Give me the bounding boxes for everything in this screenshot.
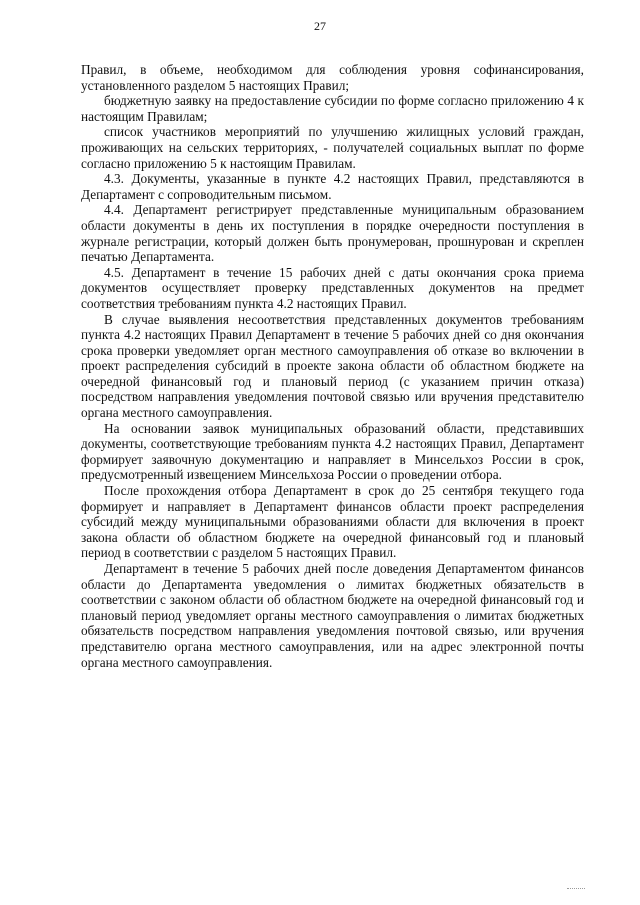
paragraph-5: 4.4. Департамент регистрирует представленные муниципальным образованием области документы в день их поступления в порядке очередности поступления в журнале регистрации, который должен быть пронумерован, прошнурован и скреплен печатью Департамента. [81,202,584,265]
paragraph-7: В случае выявления несоответствия представленных документов требованиям пункта 4.2 настоящих Правил Департамент в течение 5 рабочих дней со дня окончания срока проверки уведомляет орган местного самоуправления об отказе во включении в проект распределения субсидий в проекте закона области об областном бюджете на очередной финансовый год и плановый период (с указанием причин отказа) посредством направления уведомления почтовой связью или вручения представителю органа местного самоуправления. [81,311,584,421]
paragraph-10: Департамент в течение 5 рабочих дней после доведения Департаментом финансов области до Департамента уведомления о лимитах бюджетных обязательств в соответствии с законом области об областном бюджете на очередной финансовый год и плановый период уведомляет органы местного самоуправления о лимитах бюджетных обязательств посредством направления уведомления почтовой связью, или вручения представителю органа местного самоуправления, или на адрес электронной почты органа местного самоуправления. [81,561,584,670]
paragraph-8: На основании заявок муниципальных образований области, представивших документы, соответствующие требованиям пункта 4.2 настоящих Правил, Департамент формирует заявочную документацию и направляет в Минсельхоз России в срок, предусмотренный извещением Минсельхоза России о проведении отбора. [81,420,584,483]
scan-artifact [567,888,585,891]
paragraph-3: список участников мероприятий по улучшению жилищных условий граждан, проживающих на сельских территориях, - получателей социальных выплат по форме согласно приложению 5 к настоящим Правилам. [81,124,584,171]
paragraph-9: После прохождения отбора Департамент в срок до 25 сентября текущего года формирует и направляет в Департамент финансов области проект распределения субсидий между муниципальными образованиями области для включения в проект закона области об областном бюджете на очередной финансовый год и плановый период в соответствии с разделом 5 настоящих Правил. [81,483,584,561]
paragraph-4: 4.3. Документы, указанные в пункте 4.2 настоящих Правил, представляются в Департамент с сопроводительным письмом. [81,171,584,202]
page-number: 27 [314,19,326,33]
paragraph-2: бюджетную заявку на предоставление субсидии по форме согласно приложению 4 к настоящим Правилам; [81,93,584,124]
paragraph-6: 4.5. Департамент в течение 15 рабочих дней с даты окончания срока приема документов осуществляет проверку представленных документов на предмет соответствия требованиям пункта 4.2 настоящих Правил. [81,264,584,311]
paragraph-1: Правил, в объеме, необходимом для соблюдения уровня софинансирования, установленного разделом 5 настоящих Правил; [81,62,584,93]
document-body [81,62,584,670]
